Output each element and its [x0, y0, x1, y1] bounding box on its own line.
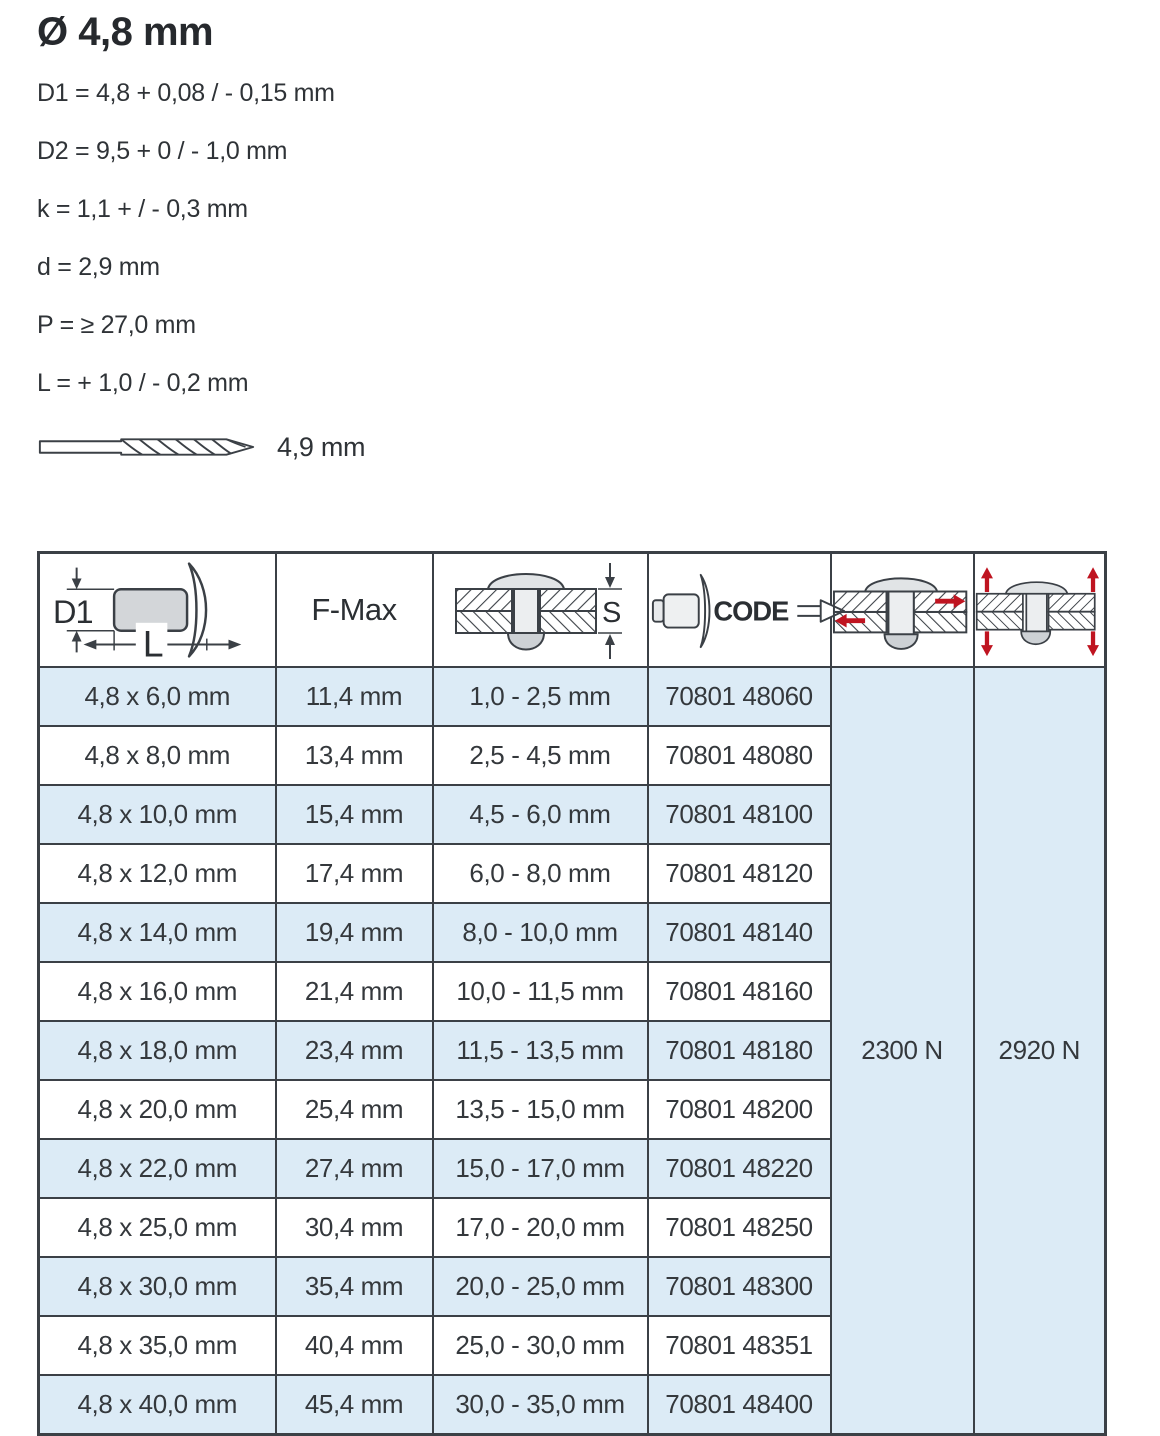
- fmax-cell: 45,4 mm: [276, 1375, 433, 1435]
- size-cell: 4,8 x 6,0 mm: [39, 667, 276, 726]
- header-rivet-dimensions: [39, 553, 276, 668]
- grip-range-cell: 15,0 - 17,0 mm: [433, 1139, 648, 1198]
- rivet-spec-table: [37, 551, 1107, 1436]
- size-cell: 4,8 x 12,0 mm: [39, 844, 276, 903]
- size-cell: 4,8 x 18,0 mm: [39, 1021, 276, 1080]
- fmax-cell: 21,4 mm: [276, 962, 433, 1021]
- fmax-cell: 30,4 mm: [276, 1198, 433, 1257]
- d1-dimension-label: D1: [53, 593, 93, 630]
- spec-l: L = + 1,0 / - 0,2 mm: [37, 369, 249, 397]
- fmax-cell: 23,4 mm: [276, 1021, 433, 1080]
- spec-p: P = ≥ 27,0 mm: [37, 311, 196, 339]
- rivet-dimension-icon: [51, 559, 263, 661]
- size-cell: 4,8 x 22,0 mm: [39, 1139, 276, 1198]
- grip-range-cell: 25,0 - 30,0 mm: [433, 1316, 648, 1375]
- size-cell: 4,8 x 16,0 mm: [39, 962, 276, 1021]
- fmax-cell: 25,4 mm: [276, 1080, 433, 1139]
- article-code-cell: 70801 48080: [648, 726, 831, 785]
- grip-range-cell: 20,0 - 25,0 mm: [433, 1257, 648, 1316]
- grip-range-icon: [454, 555, 626, 665]
- page-title: Ø 4,8 mm: [37, 10, 214, 54]
- spec-k: k = 1,1 + / - 0,3 mm: [37, 195, 248, 223]
- fmax-cell: 15,4 mm: [276, 785, 433, 844]
- fmax-cell: 11,4 mm: [276, 667, 433, 726]
- size-cell: 4,8 x 35,0 mm: [39, 1316, 276, 1375]
- size-cell: 4,8 x 8,0 mm: [39, 726, 276, 785]
- drill-bit-icon: [37, 431, 257, 463]
- drill-size-row: [37, 427, 1160, 467]
- article-code-cell: 70801 48300: [648, 1257, 831, 1316]
- size-cell: 4,8 x 20,0 mm: [39, 1080, 276, 1139]
- shear-strength-icon: [832, 555, 978, 665]
- drill-size-label: 4,9 mm: [277, 431, 366, 462]
- fmax-cell: 40,4 mm: [276, 1316, 433, 1375]
- spec-d1: D1 = 4,8 + 0,08 / - 0,15 mm: [37, 79, 335, 107]
- article-code-cell: 70801 48120: [648, 844, 831, 903]
- article-code-cell: 70801 48250: [648, 1198, 831, 1257]
- header-fmax: F-Max: [276, 553, 433, 668]
- spec-d2: D2 = 9,5 + 0 / - 1,0 mm: [37, 137, 288, 165]
- header-article-code: [648, 553, 831, 668]
- fmax-cell: 27,4 mm: [276, 1139, 433, 1198]
- grip-range-cell: 8,0 - 10,0 mm: [433, 903, 648, 962]
- fmax-cell: 35,4 mm: [276, 1257, 433, 1316]
- article-code-cell: 70801 48100: [648, 785, 831, 844]
- grip-range-cell: 2,5 - 4,5 mm: [433, 726, 648, 785]
- shear-strength-value: 2300 N: [831, 667, 974, 1435]
- grip-range-cell: 11,5 - 13,5 mm: [433, 1021, 648, 1080]
- article-code-cell: 70801 48160: [648, 962, 831, 1021]
- rivet-code-icon: [649, 564, 849, 656]
- grip-range-cell: 10,0 - 11,5 mm: [433, 962, 648, 1021]
- article-code-cell: 70801 48140: [648, 903, 831, 962]
- size-cell: 4,8 x 14,0 mm: [39, 903, 276, 962]
- grip-range-cell: 13,5 - 15,0 mm: [433, 1080, 648, 1139]
- header-tensile-strength: [974, 553, 1106, 668]
- fmax-cell: 13,4 mm: [276, 726, 433, 785]
- l-dimension-label: L: [142, 622, 164, 661]
- header-grip-range: [433, 553, 648, 668]
- table-row: [39, 667, 1106, 726]
- size-cell: 4,8 x 40,0 mm: [39, 1375, 276, 1435]
- fmax-cell: 17,4 mm: [276, 844, 433, 903]
- s-dimension-label: S: [602, 597, 622, 629]
- article-code-cell: 70801 48220: [648, 1139, 831, 1198]
- header-shear-strength: [831, 553, 974, 668]
- article-code-cell: 70801 48400: [648, 1375, 831, 1435]
- grip-range-cell: 1,0 - 2,5 mm: [433, 667, 648, 726]
- spec-d: d = 2,9 mm: [37, 253, 160, 281]
- article-code-cell: 70801 48200: [648, 1080, 831, 1139]
- grip-range-cell: 17,0 - 20,0 mm: [433, 1198, 648, 1257]
- size-cell: 4,8 x 30,0 mm: [39, 1257, 276, 1316]
- article-code-cell: 70801 48351: [648, 1316, 831, 1375]
- article-code-cell: 70801 48180: [648, 1021, 831, 1080]
- table-header-row: [39, 553, 1106, 668]
- fmax-cell: 19,4 mm: [276, 903, 433, 962]
- grip-range-cell: 6,0 - 8,0 mm: [433, 844, 648, 903]
- size-cell: 4,8 x 25,0 mm: [39, 1198, 276, 1257]
- tensile-strength-icon: [975, 555, 1105, 665]
- code-label: CODE: [712, 595, 788, 627]
- tensile-strength-value: 2920 N: [974, 667, 1106, 1435]
- size-cell: 4,8 x 10,0 mm: [39, 785, 276, 844]
- grip-range-cell: 30,0 - 35,0 mm: [433, 1375, 648, 1435]
- grip-range-cell: 4,5 - 6,0 mm: [433, 785, 648, 844]
- article-code-cell: 70801 48060: [648, 667, 831, 726]
